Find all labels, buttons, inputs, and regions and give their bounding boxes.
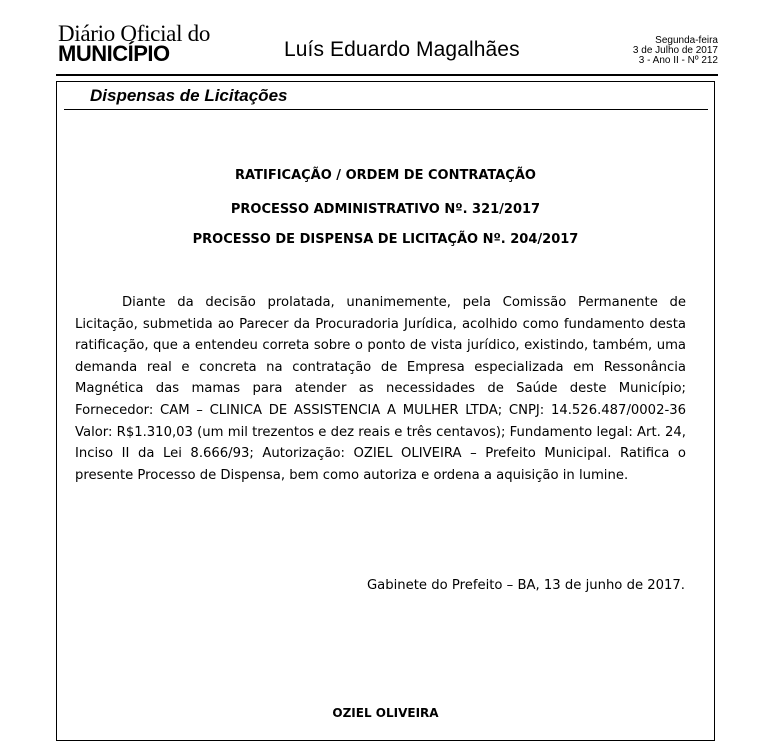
signature-name: OZIEL OLIVEIRA xyxy=(332,706,439,720)
document-body: Diante da decisão prolatada, unanimemente, pela Comissão Permanente de Licitação, submetida ao Parecer da Procuradoria Jurídica, acolhido como fundamento desta ratificação, que a entendeu correta sobre o ponto de vista jurídico, existindo, também, uma demanda real e concreta na contratação de Empresa especializada em Ressonância Magnética das mamas para atender as necessidades de Saúde deste Município; Fornecedor: CAM – CLINICA DE ASSISTENCIA A MULHER LTDA; CNPJ: 14.526.487/0002-36 Valor: R$1.310,03 (um mil trezentos e dez reais e três centavos); Fundamento legal: Art. 24, Inciso II da Lei 8.666/93; Autorização: OZIEL OLIVEIRA – Prefeito Municipal. Ratifica o presente Processo de Dispensa, bem como autoriza e ordena a aquisição in lumine. xyxy=(75,295,686,483)
place-and-date: Gabinete do Prefeito – BA, 13 de junho de 2017. xyxy=(366,578,685,593)
document-heading-ratification: RATIFICAÇÃO / ORDEM DE CONTRATAÇÃO xyxy=(235,168,536,183)
edition-date: 3 de Julho de 2017 xyxy=(632,45,718,56)
section-divider xyxy=(64,109,708,110)
edition-info xyxy=(633,36,718,66)
city-name: Luís Eduardo Magalhães xyxy=(284,38,520,61)
newspaper-logo xyxy=(58,22,210,65)
logo-line-1: Diário Oficial do xyxy=(58,21,211,46)
section-title: Dispensas de Licitações xyxy=(90,86,288,105)
edition-weekday: Segunda-feira xyxy=(655,35,718,46)
document-heading-admin-process: PROCESSO ADMINISTRATIVO Nº. 321/2017 xyxy=(230,202,541,217)
document-heading-dispensation-process: PROCESSO DE DISPENSA DE LICITAÇÃO Nº. 204/2017 xyxy=(192,232,579,247)
edition-issue: 3 - Ano II - Nº 212 xyxy=(638,55,718,66)
logo-line-2: MUNICÍPIO xyxy=(58,41,170,66)
header-divider xyxy=(56,74,718,76)
